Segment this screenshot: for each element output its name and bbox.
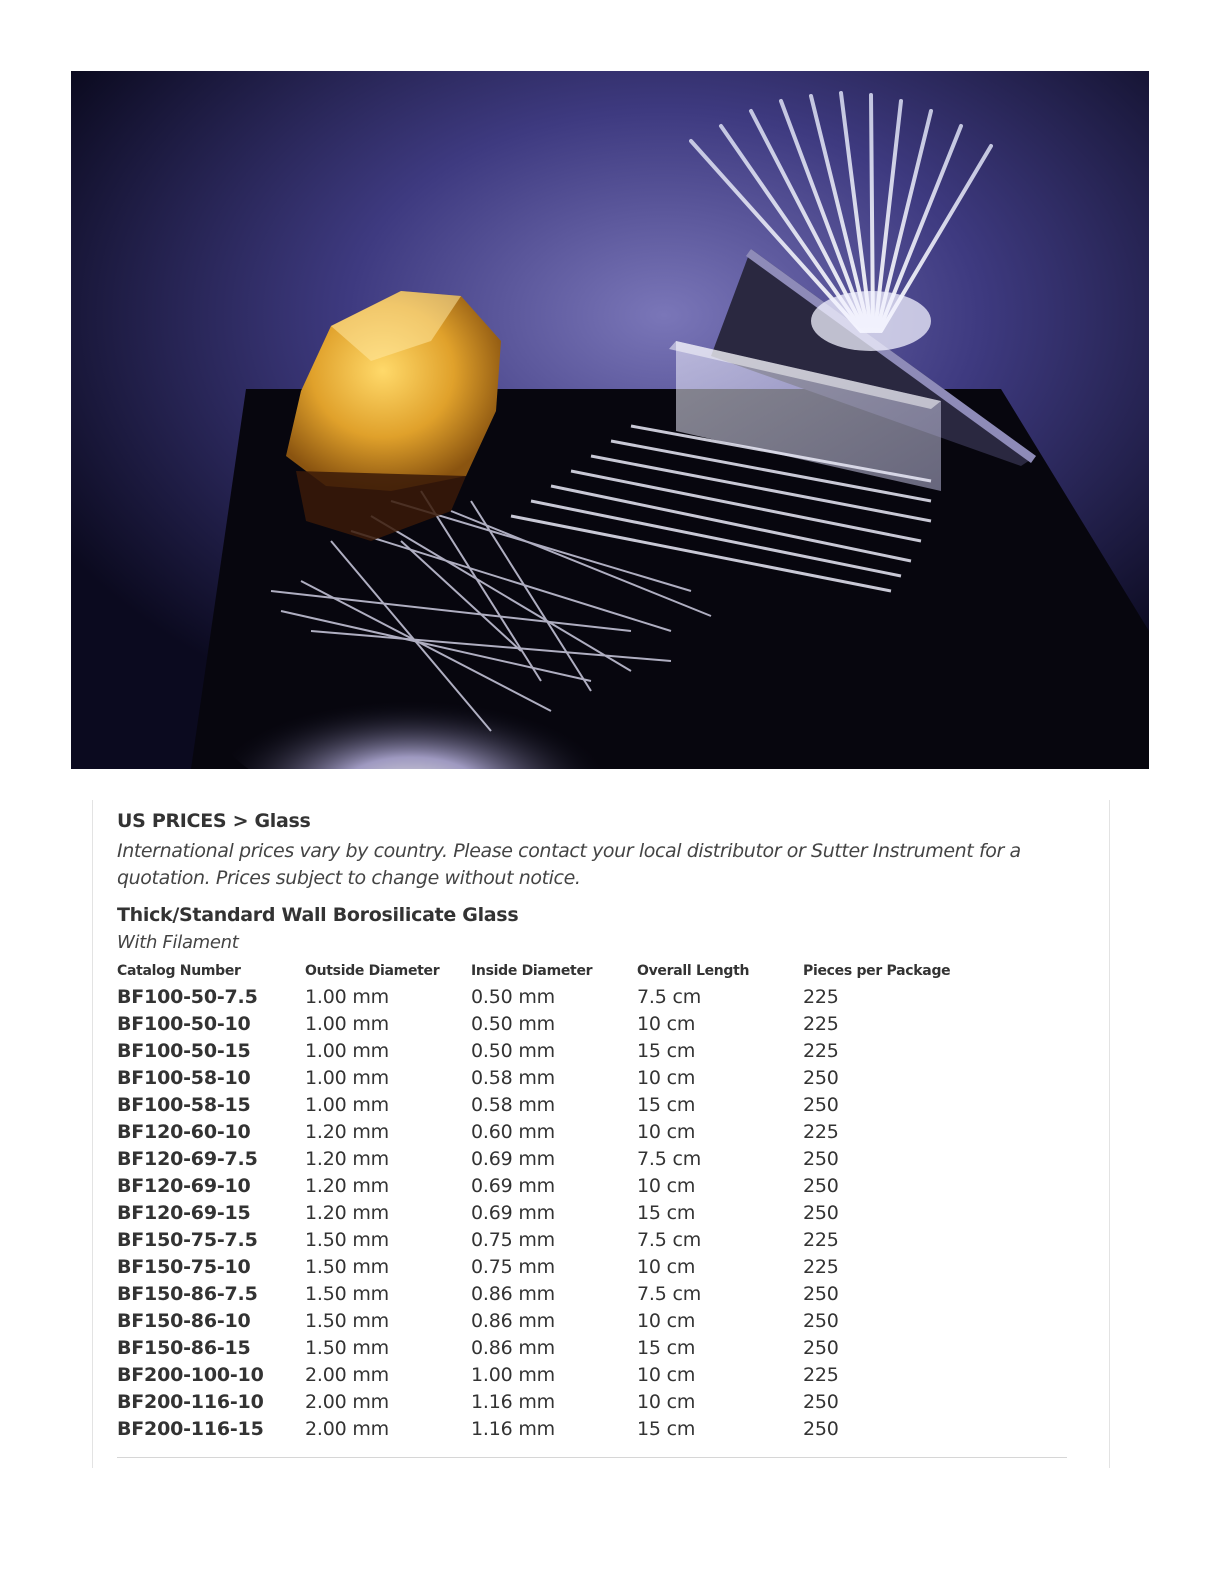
table-row <box>117 1038 1003 1065</box>
price-notice: International prices vary by country. Please contact your local distributor or Sutter Instrument for a quotation. Prices subject to change without notice. <box>117 840 1021 889</box>
table-header-row <box>117 963 1003 984</box>
cell-catalog-number: BF150-86-10 <box>117 1310 251 1332</box>
cell-pieces-per-package: 225 <box>803 1013 839 1035</box>
cell-pieces-per-package: 250 <box>803 1283 839 1305</box>
cell-catalog-number: BF100-50-7.5 <box>117 986 258 1008</box>
cell-inside-diameter: 1.00 mm <box>471 1364 555 1386</box>
table-row <box>117 984 1003 1011</box>
cell-catalog-number: BF200-116-15 <box>117 1418 264 1440</box>
table-row <box>117 1146 1003 1173</box>
divider <box>117 1457 1067 1458</box>
table-row <box>117 1416 1003 1443</box>
col-header-inside-diameter: Inside Diameter <box>471 963 593 979</box>
col-header-overall-length: Overall Length <box>637 963 750 979</box>
breadcrumb: US PRICES > Glass <box>117 810 311 832</box>
cell-inside-diameter: 0.75 mm <box>471 1229 555 1251</box>
table-row <box>117 1389 1003 1416</box>
cell-inside-diameter: 0.86 mm <box>471 1337 555 1359</box>
cell-pieces-per-package: 250 <box>803 1094 839 1116</box>
cell-outside-diameter: 1.50 mm <box>305 1256 389 1278</box>
cell-catalog-number: BF200-100-10 <box>117 1364 264 1386</box>
cell-inside-diameter: 0.58 mm <box>471 1067 555 1089</box>
table-row <box>117 1281 1003 1308</box>
cell-overall-length: 7.5 cm <box>637 1283 702 1305</box>
cell-catalog-number: BF120-60-10 <box>117 1121 251 1143</box>
cell-catalog-number: BF100-50-10 <box>117 1013 251 1035</box>
cell-outside-diameter: 2.00 mm <box>305 1364 389 1386</box>
cell-inside-diameter: 0.50 mm <box>471 986 555 1008</box>
cell-pieces-per-package: 250 <box>803 1391 839 1413</box>
cell-overall-length: 10 cm <box>637 1013 696 1035</box>
cell-outside-diameter: 1.50 mm <box>305 1229 389 1251</box>
cell-overall-length: 10 cm <box>637 1310 696 1332</box>
table-row <box>117 1254 1003 1281</box>
price-table-body <box>117 984 1003 1443</box>
section-subtitle: With Filament <box>117 932 239 953</box>
cell-catalog-number: BF150-75-10 <box>117 1256 251 1278</box>
cell-inside-diameter: 0.58 mm <box>471 1094 555 1116</box>
section-title: Thick/Standard Wall Borosilicate Glass <box>117 904 519 926</box>
cell-outside-diameter: 1.20 mm <box>305 1121 389 1143</box>
cell-inside-diameter: 0.69 mm <box>471 1202 555 1224</box>
cell-overall-length: 7.5 cm <box>637 1229 702 1251</box>
cell-pieces-per-package: 250 <box>803 1148 839 1170</box>
cell-pieces-per-package: 250 <box>803 1337 839 1359</box>
cell-overall-length: 15 cm <box>637 1418 696 1440</box>
cell-overall-length: 10 cm <box>637 1391 696 1413</box>
cell-pieces-per-package: 225 <box>803 1121 839 1143</box>
cell-pieces-per-package: 250 <box>803 1202 839 1224</box>
cell-overall-length: 15 cm <box>637 1040 696 1062</box>
cell-pieces-per-package: 225 <box>803 1229 839 1251</box>
cell-catalog-number: BF150-86-15 <box>117 1337 251 1359</box>
cell-overall-length: 10 cm <box>637 1067 696 1089</box>
cell-outside-diameter: 1.00 mm <box>305 986 389 1008</box>
cell-catalog-number: BF100-58-10 <box>117 1067 251 1089</box>
cell-outside-diameter: 1.50 mm <box>305 1337 389 1359</box>
col-header-catalog-number: Catalog Number <box>117 963 241 979</box>
price-table <box>117 963 1003 1443</box>
cell-inside-diameter: 0.69 mm <box>471 1148 555 1170</box>
cell-catalog-number: BF200-116-10 <box>117 1391 264 1413</box>
cell-outside-diameter: 1.50 mm <box>305 1310 389 1332</box>
cell-inside-diameter: 0.86 mm <box>471 1310 555 1332</box>
table-row <box>117 1200 1003 1227</box>
cell-inside-diameter: 0.60 mm <box>471 1121 555 1143</box>
table-row <box>117 1011 1003 1038</box>
glass-capillaries-photo <box>71 71 1149 769</box>
cell-inside-diameter: 0.50 mm <box>471 1013 555 1035</box>
cell-overall-length: 15 cm <box>637 1094 696 1116</box>
cell-inside-diameter: 0.86 mm <box>471 1283 555 1305</box>
cell-overall-length: 15 cm <box>637 1202 696 1224</box>
cell-outside-diameter: 1.20 mm <box>305 1148 389 1170</box>
cell-inside-diameter: 0.50 mm <box>471 1040 555 1062</box>
table-row <box>117 1308 1003 1335</box>
cell-inside-diameter: 1.16 mm <box>471 1418 555 1440</box>
cell-overall-length: 15 cm <box>637 1337 696 1359</box>
cell-catalog-number: BF150-75-7.5 <box>117 1229 258 1251</box>
cell-overall-length: 10 cm <box>637 1121 696 1143</box>
cell-overall-length: 10 cm <box>637 1364 696 1386</box>
cell-outside-diameter: 1.00 mm <box>305 1067 389 1089</box>
cell-overall-length: 10 cm <box>637 1256 696 1278</box>
col-header-outside-diameter: Outside Diameter <box>305 963 440 979</box>
table-row <box>117 1092 1003 1119</box>
cell-overall-length: 7.5 cm <box>637 986 702 1008</box>
cell-catalog-number: BF100-50-15 <box>117 1040 251 1062</box>
cell-outside-diameter: 2.00 mm <box>305 1391 389 1413</box>
cell-pieces-per-package: 250 <box>803 1418 839 1440</box>
table-row <box>117 1119 1003 1146</box>
cell-catalog-number: BF120-69-15 <box>117 1202 251 1224</box>
cell-pieces-per-package: 250 <box>803 1310 839 1332</box>
cell-pieces-per-package: 225 <box>803 1364 839 1386</box>
cell-outside-diameter: 1.00 mm <box>305 1040 389 1062</box>
table-row <box>117 1335 1003 1362</box>
cell-outside-diameter: 1.20 mm <box>305 1202 389 1224</box>
cell-inside-diameter: 1.16 mm <box>471 1391 555 1413</box>
cell-outside-diameter: 1.50 mm <box>305 1283 389 1305</box>
cell-catalog-number: BF120-69-10 <box>117 1175 251 1197</box>
cell-catalog-number: BF120-69-7.5 <box>117 1148 258 1170</box>
cell-outside-diameter: 1.00 mm <box>305 1013 389 1035</box>
price-panel <box>92 800 1110 1468</box>
cell-pieces-per-package: 250 <box>803 1067 839 1089</box>
cell-pieces-per-package: 250 <box>803 1175 839 1197</box>
cell-catalog-number: BF150-86-7.5 <box>117 1283 258 1305</box>
cell-outside-diameter: 1.20 mm <box>305 1175 389 1197</box>
cell-pieces-per-package: 225 <box>803 1040 839 1062</box>
cell-outside-diameter: 2.00 mm <box>305 1418 389 1440</box>
cell-inside-diameter: 0.69 mm <box>471 1175 555 1197</box>
cell-pieces-per-package: 225 <box>803 1256 839 1278</box>
product-photo <box>71 71 1149 769</box>
cell-overall-length: 10 cm <box>637 1175 696 1197</box>
table-row <box>117 1227 1003 1254</box>
cell-inside-diameter: 0.75 mm <box>471 1256 555 1278</box>
table-row <box>117 1362 1003 1389</box>
cell-overall-length: 7.5 cm <box>637 1148 702 1170</box>
cell-pieces-per-package: 225 <box>803 986 839 1008</box>
cell-outside-diameter: 1.00 mm <box>305 1094 389 1116</box>
table-row <box>117 1173 1003 1200</box>
col-header-pieces-per-package: Pieces per Package <box>803 963 951 979</box>
cell-catalog-number: BF100-58-15 <box>117 1094 251 1116</box>
table-row <box>117 1065 1003 1092</box>
